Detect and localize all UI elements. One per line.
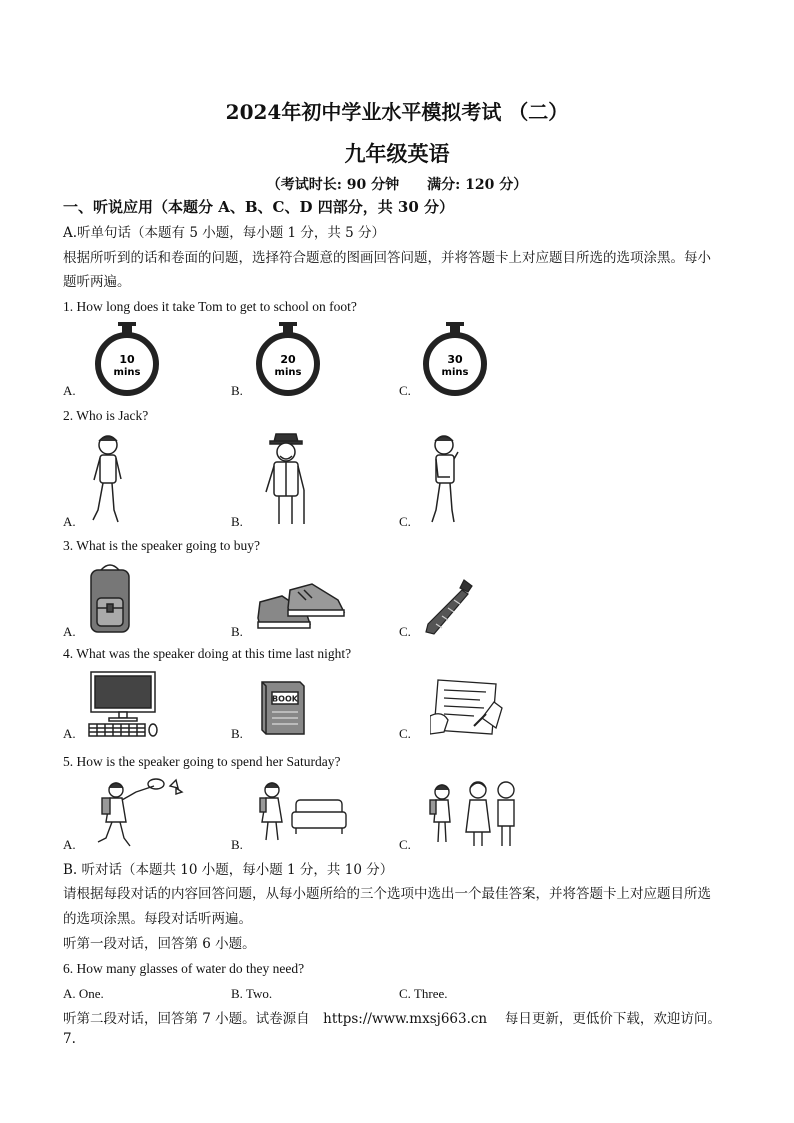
old-man-icon	[262, 432, 310, 527]
boy-sick-icon	[424, 432, 464, 527]
q6-option-b: B. Two.	[231, 986, 273, 1001]
section-heading: 一、听说应用（本题分 A、B、C、D 四部分，共 30 分）	[63, 198, 455, 216]
timer-num: 30	[447, 353, 463, 366]
girl-catching-butterfly-icon	[90, 776, 186, 850]
part-a-instruction-2: 题听两遍。	[63, 274, 131, 290]
book-label: BOOK	[272, 694, 298, 704]
computer-icon	[87, 670, 161, 740]
option-label: C.	[399, 624, 411, 639]
option-label: A.	[63, 837, 76, 852]
dialog-2-note: 听第二段对话，回答第 7 小题。试卷源自 https://www.mxsj663.cn 每日更新，更低价下载，欢迎访问。7.	[63, 1011, 721, 1047]
girl-with-grandparents-icon	[428, 776, 524, 850]
girl-sofa-icon	[258, 778, 348, 848]
part-b-title: B. 听对话（本题共 10 小题，每小题 1 分，共 10 分）	[63, 862, 394, 878]
option-label: A.	[63, 383, 76, 398]
part-b-instruction-2: 的选项涂黑。每段对话听两遍。	[63, 911, 252, 927]
option-label: B.	[231, 624, 243, 639]
necktie-icon	[424, 578, 474, 638]
part-a-instruction-1: 根据所听到的话和卷面的问题，选择符合题意的图画回答问题，并将答题卡上对应题目所选的选项涂黑。每小	[63, 250, 711, 266]
option-label: B.	[231, 514, 243, 529]
option-label: C.	[399, 383, 411, 398]
option-label: A.	[63, 514, 76, 529]
timer-10-icon	[92, 322, 162, 396]
question-2: 2. Who is Jack?	[63, 408, 149, 423]
option-label: B.	[231, 837, 243, 852]
timer-30-icon	[420, 322, 490, 396]
option-label: C.	[399, 837, 411, 852]
option-label: C.	[399, 514, 411, 529]
question-6: 6. How many glasses of water do they need?	[63, 961, 305, 976]
timer-num: 20	[280, 353, 296, 366]
sneakers-icon	[254, 578, 348, 634]
timer-num: 10	[119, 353, 135, 366]
timer-unit: mins	[441, 367, 469, 378]
question-5: 5. How is the speaker going to spend her Saturday?	[63, 754, 341, 769]
exam-subject: 九年级英语	[344, 141, 450, 166]
option-label: C.	[399, 726, 411, 741]
option-label: A.	[63, 624, 76, 639]
question-3: 3. What is the speaker going to buy?	[63, 538, 260, 553]
exam-info: （考试时长: 90 分钟 满分: 120 分）	[266, 177, 528, 193]
question-1: 1. How long does it take Tom to get to school on foot?	[63, 299, 357, 314]
option-label: A.	[63, 726, 76, 741]
book-icon	[258, 678, 308, 736]
timer-unit: mins	[274, 367, 302, 378]
boy-walking-icon	[88, 432, 128, 527]
backpack-icon	[85, 560, 135, 636]
timer-20-icon	[253, 322, 323, 396]
q6-option-a: A. One.	[63, 986, 104, 1001]
question-4: 4. What was the speaker doing at this time last night?	[63, 646, 352, 661]
part-a-title: A.听单句话（本题有 5 小题，每小题 1 分，共 5 分）	[63, 225, 386, 241]
option-label: B.	[231, 383, 243, 398]
writing-hand-icon	[430, 676, 504, 738]
dialog-1-note: 听第一段对话，回答第 6 小题。	[63, 936, 256, 952]
exam-title: 2024年初中学业水平模拟考试 （二）	[225, 100, 569, 124]
timer-unit: mins	[113, 367, 141, 378]
part-b-instruction-1: 请根据每段对话的内容回答问题，从每小题所给的三个选项中选出一个最佳答案，并将答题卡上对应题目所选	[63, 886, 711, 902]
q6-option-c: C. Three.	[399, 986, 448, 1001]
option-label: B.	[231, 726, 243, 741]
